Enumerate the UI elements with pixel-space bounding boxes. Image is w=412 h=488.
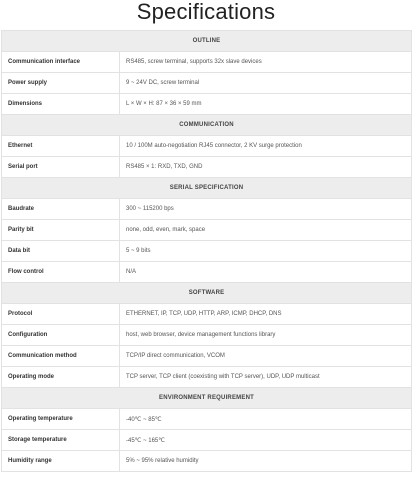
spec-label: Parity bit — [2, 220, 120, 241]
spec-row — [2, 451, 412, 472]
spec-row — [2, 94, 412, 115]
spec-row — [2, 199, 412, 220]
section-heading: SOFTWARE — [2, 283, 412, 304]
spec-value: 5 ~ 9 bits — [120, 241, 412, 262]
spec-value: host, web browser, device management functions library — [120, 325, 412, 346]
spec-value: 9 ~ 24V DC, screw terminal — [120, 73, 412, 94]
spec-row — [2, 409, 412, 430]
spec-value: TCP/IP direct communication, VCOM — [120, 346, 412, 367]
spec-label: Protocol — [2, 304, 120, 325]
section-header-communication — [2, 115, 412, 136]
spec-label: Operating mode — [2, 367, 120, 388]
spec-value: 5% ~ 95% relative humidity — [120, 451, 412, 472]
spec-label: Storage temperature — [2, 430, 120, 451]
spec-label: Operating temperature — [2, 409, 120, 430]
spec-value: L × W × H: 87 × 36 × 59 mm — [120, 94, 412, 115]
spec-value: RS485 × 1: RXD, TXD, GND — [120, 157, 412, 178]
section-header-outline — [2, 31, 412, 52]
spec-value: -40℃ ~ 85℃ — [120, 409, 412, 430]
spec-value: 10 / 100M auto-negotiation RJ45 connector, 2 KV surge protection — [120, 136, 412, 157]
spec-row — [2, 73, 412, 94]
section-heading: COMMUNICATION — [2, 115, 412, 136]
spec-row — [2, 262, 412, 283]
spec-value: -45℃ ~ 165℃ — [120, 430, 412, 451]
spec-row — [2, 304, 412, 325]
spec-label: Baudrate — [2, 199, 120, 220]
spec-row — [2, 367, 412, 388]
spec-value: TCP server, TCP client (coexisting with TCP server), UDP, UDP multicast — [120, 367, 412, 388]
spec-value: none, odd, even, mark, space — [120, 220, 412, 241]
spec-value: N/A — [120, 262, 412, 283]
specifications-table — [1, 30, 412, 472]
section-header-serial-specification — [2, 178, 412, 199]
spec-label: Communication method — [2, 346, 120, 367]
spec-label: Ethernet — [2, 136, 120, 157]
spec-label: Serial port — [2, 157, 120, 178]
spec-row — [2, 325, 412, 346]
spec-label: Configuration — [2, 325, 120, 346]
spec-label: Power supply — [2, 73, 120, 94]
spec-label: Flow control — [2, 262, 120, 283]
spec-value: ETHERNET, IP, TCP, UDP, HTTP, ARP, ICMP, DHCP, DNS — [120, 304, 412, 325]
spec-row — [2, 346, 412, 367]
spec-row — [2, 220, 412, 241]
section-header-software — [2, 283, 412, 304]
section-heading: SERIAL SPECIFICATION — [2, 178, 412, 199]
section-heading: ENVIRONMENT REQUIREMENT — [2, 388, 412, 409]
spec-row — [2, 52, 412, 73]
section-heading: OUTLINE — [2, 31, 412, 52]
spec-label: Humidity range — [2, 451, 120, 472]
spec-label: Communication interface — [2, 52, 120, 73]
spec-row — [2, 241, 412, 262]
spec-row — [2, 430, 412, 451]
spec-row — [2, 157, 412, 178]
page-title: Specifications — [136, 0, 276, 24]
spec-value: 300 ~ 115200 bps — [120, 199, 412, 220]
spec-label: Data bit — [2, 241, 120, 262]
spec-label: Dimensions — [2, 94, 120, 115]
spec-row — [2, 136, 412, 157]
section-header-environment-requirement — [2, 388, 412, 409]
spec-value: RS485, screw terminal, supports 32x slave devices — [120, 52, 412, 73]
